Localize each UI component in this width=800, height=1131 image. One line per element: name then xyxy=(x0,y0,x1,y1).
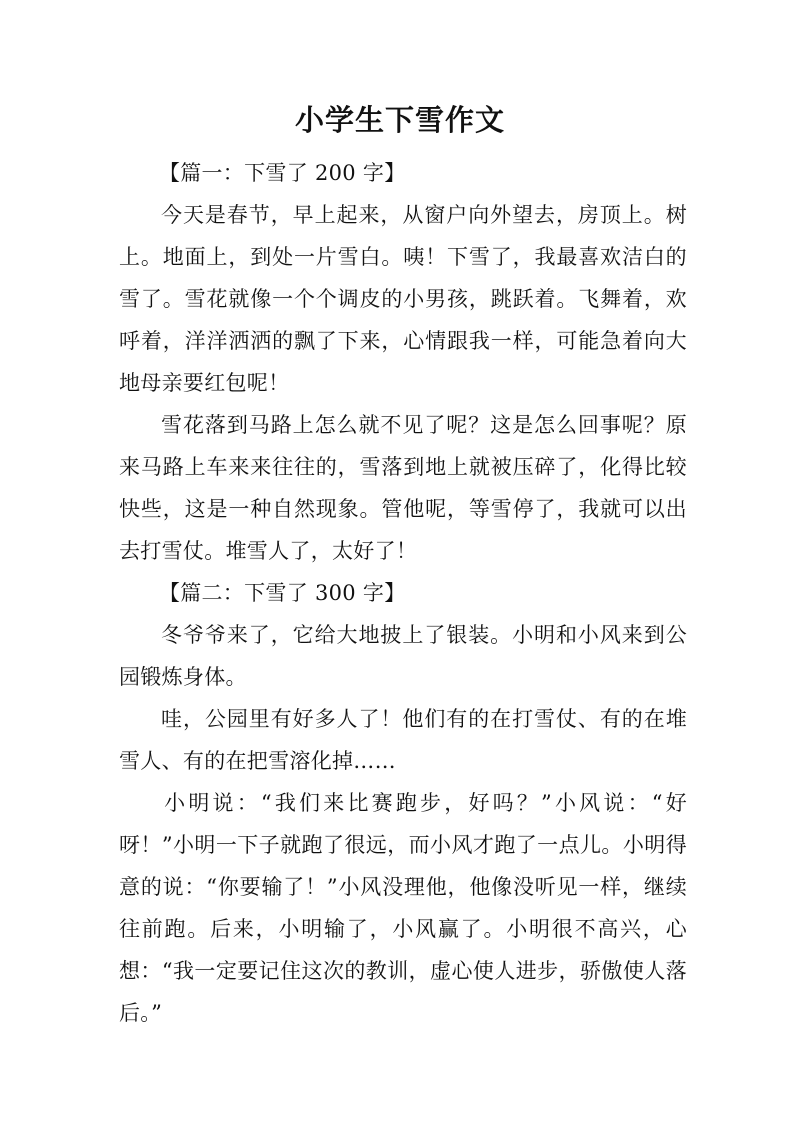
document-body xyxy=(119,152,687,1034)
paragraph: 哇，公园里有好多人了！他们有的在打雪仗、有的在堆雪人、有的在把雪溶化掉…… xyxy=(119,707,687,773)
paragraph: 今天是春节，早上起来，从窗户向外望去，房顶上。树上。地面上，到处一片雪白。咦！下雪了，我最喜欢洁白的雪了。雪花就像一个个调皮的小男孩，跳跃着。飞舞着，欢呼着，洋洋洒洒的飘了下来，心情跟我一样，可能急着向大地母亲要红包呢！ xyxy=(119,203,687,395)
paragraph: 小明说：“我们来比赛跑步，好吗？”小风说：“好呀！”小明一下子就跑了很远，而小风才跑了一点儿。小明得意的说：“你要输了！”小风没理他，他像没听见一样，继续往前跑。后来，小明输了，小风赢了。小明很不高兴，心想：“我一定要记住这次的教训，虚心使人进步，骄傲使人落后。” xyxy=(119,791,687,1025)
section-heading-1: 【篇一：下雪了 200 字】 xyxy=(158,161,406,185)
paragraph: 冬爷爷来了，它给大地披上了银装。小明和小风来到公园锻炼身体。 xyxy=(119,623,687,689)
section-heading-2: 【篇二：下雪了 300 字】 xyxy=(158,581,406,605)
paragraph: 雪花落到马路上怎么就不见了呢？这是怎么回事呢？原来马路上车来来往往的，雪落到地上就被压碎了，化得比较快些，这是一种自然现象。管他呢，等雪停了，我就可以出去打雪仗。堆雪人了，太好了！ xyxy=(119,413,687,563)
document-title: 小学生下雪作文 xyxy=(294,103,505,137)
